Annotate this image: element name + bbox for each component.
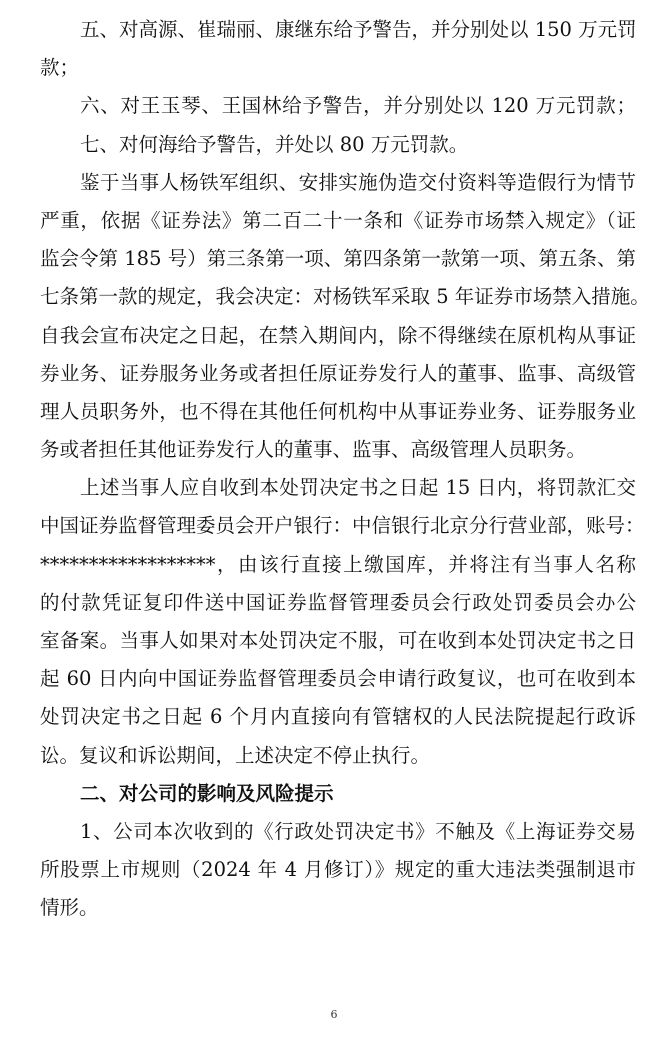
text-line: 券业务、证券服务业务或者担任原证券发行人的董事、监事、高级管 (40, 361, 636, 385)
text-line: 六、对王玉琴、王国林给予警告，并分别处以 120 万元罚款； (80, 94, 636, 118)
text-line: 的付款凭证复印件送中国证券监督管理委员会行政处罚委员会办公 (40, 590, 636, 614)
text-line: 室备案。当事人如果对本处罚决定不服，可在收到本处罚决定书之日 (40, 629, 636, 652)
text-line: 自我会宣布决定之日起，在禁入期间内，除不得继续在原机构从事证 (40, 323, 636, 347)
text-line: 鉴于当事人杨铁军组织、安排实施伪造交付资料等造假行为情节 (80, 170, 636, 194)
text-line: 情形。 (40, 896, 99, 920)
text-line: 务或者担任其他证券发行人的董事、监事、高级管理人员职务。 (40, 438, 587, 462)
text-line: 起 60 日内向中国证券监督管理委员会申请行政复议，也可在收到本 (40, 667, 636, 691)
document-body (40, 11, 650, 928)
text-line: 讼。复议和诉讼期间，上述决定不停止执行。 (40, 743, 431, 767)
text-line: 中国证券监督管理委员会开户银行：中信银行北京分行营业部，账号： (40, 514, 645, 538)
text-line: 1、公司本次收到的《行政处罚决定书》不触及《上海证券交易 (80, 819, 636, 843)
text-line: 所股票上市规则（2024 年 4 月修订）》规定的重大违法类强制退市 (40, 858, 636, 882)
text-line: 七、对何海给予警告，并处以 80 万元罚款。 (80, 132, 469, 156)
text-line: 严重，依据《证券法》第二百二十一条和《证券市场禁入规定》（证 (40, 208, 636, 232)
page-number: 6 (330, 1008, 338, 1021)
text-line: 理人员职务外，也不得在其他任何机构中从事证券业务、证券服务业 (40, 399, 636, 423)
text-line: 款； (40, 56, 80, 80)
text-line: ******************，由该行直接上缴国库，并将注有当事人名称 (40, 552, 636, 576)
text-line: 七条第一款的规定，我会决定：对杨铁军采取 5 年证券市场禁入措施。 (40, 285, 650, 309)
text-line: 监会令第 185 号）第三条第一项、第四条第一款第一项、第五条、第 (40, 247, 636, 271)
text-line: 上述当事人应自收到本处罚决定书之日起 15 日内，将罚款汇交 (80, 476, 636, 500)
section-heading: 二、对公司的影响及风险提示 (80, 781, 334, 805)
text-line: 处罚决定书之日起 6 个月内直接向有管辖权的人民法院提起行政诉 (40, 705, 636, 729)
text-line: 五、对高源、崔瑞丽、康继东给予警告，并分别处以 150 万元罚 (80, 18, 637, 41)
